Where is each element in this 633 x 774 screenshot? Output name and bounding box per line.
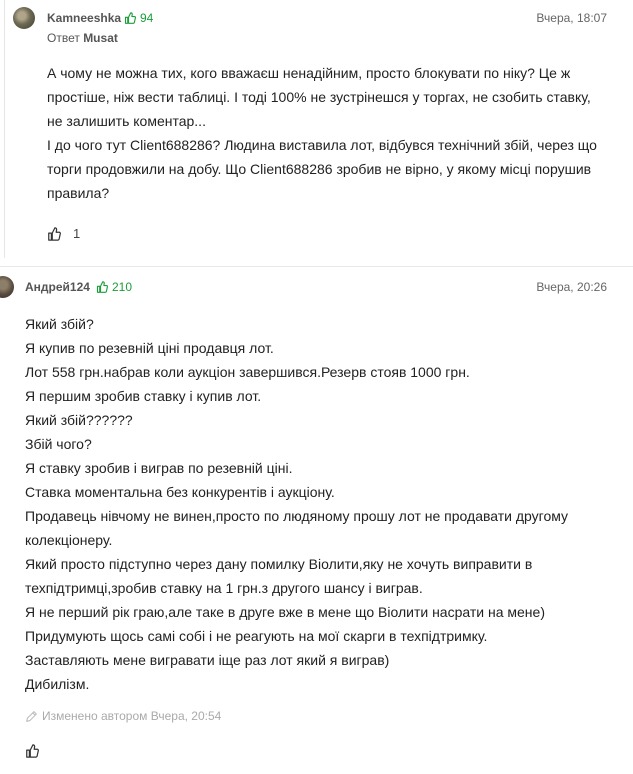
text-line: Я ставку зробив і виграв по резевній ціні. xyxy=(25,460,293,476)
text-line: техпідтримці,зробив ставку на 1 грн.з другого шансу і виграв. xyxy=(25,580,423,596)
avatar[interactable] xyxy=(0,276,14,298)
text-line: Збій чого? xyxy=(25,436,92,452)
text-line: А чому не можна тих, кого вважаєш ненадійним, просто блокувати по ніку? Це ж xyxy=(47,65,571,81)
comment-author[interactable]: Андрей124 xyxy=(25,280,90,294)
text-line: колекціонеру. xyxy=(25,532,113,548)
text-line: Дибилізм. xyxy=(25,676,90,692)
comment-author[interactable]: Kamneeshka xyxy=(47,11,122,25)
comment-2 xyxy=(0,266,633,774)
reply-to xyxy=(47,31,118,45)
reply-prefix: Ответ xyxy=(47,31,80,45)
text-line: Ставка моментальна без конкурентів і аукціону. xyxy=(25,484,335,500)
like-button[interactable] xyxy=(47,226,80,241)
rating-value: 94 xyxy=(140,11,154,25)
comment-time: Вчера, 20:26 xyxy=(536,280,607,294)
comment-text xyxy=(47,61,597,205)
avatar[interactable] xyxy=(13,7,35,29)
edited-text: Изменено автором Вчера, 20:54 xyxy=(42,709,222,723)
thumb-up-outline-icon[interactable] xyxy=(47,227,61,241)
text-line: Який просто підступно через дану помилку Віолити,яку не хочуть виправити в xyxy=(25,556,533,572)
text-line: Я купив по резевній ціні продавця лот. xyxy=(25,340,274,356)
pencil-icon xyxy=(25,710,38,723)
reply-to-author[interactable]: Musat xyxy=(83,31,118,45)
text-line: Лот 558 грн.набрав коли аукціон завершився.Резерв стояв 1000 грн. xyxy=(25,364,470,380)
thumb-up-outline-icon[interactable] xyxy=(25,744,39,758)
edited-note xyxy=(25,709,221,723)
text-line: не залишить коментар... xyxy=(47,113,206,129)
like-count: 1 xyxy=(73,226,81,241)
text-line: правила? xyxy=(47,185,110,201)
text-line: торги продовжили на добу. Що Client688286 зробив не вірно, у якому місці порушив xyxy=(47,161,592,177)
rating-value: 210 xyxy=(112,280,133,294)
comment-time: Вчера, 18:07 xyxy=(536,11,607,25)
text-line: Я першим зробив ставку і купив лот. xyxy=(25,388,262,404)
comment-text xyxy=(25,312,568,696)
text-line: Продавець нівчому не винен,просто по людяному прошу лот не продавати другому xyxy=(25,508,569,524)
thumb-up-icon xyxy=(124,12,136,24)
comment-1 xyxy=(4,0,633,258)
author-rating xyxy=(124,11,153,25)
text-line: Придумують щось самі собі і не реагують на мої скарги в техпідтримку. xyxy=(25,628,488,644)
author-rating xyxy=(96,280,132,294)
text-line: Який збій?????? xyxy=(25,412,133,428)
text-line: І до чого тут Client688286? Людина виставила лот, відбувся технічний збій, через що xyxy=(47,137,597,153)
like-button[interactable] xyxy=(25,744,39,758)
text-line: простіше, ніж вести таблиці. І тоді 100% не зустрінешся у торгах, не сзобить ставку, xyxy=(47,89,591,105)
text-line: Заставляють мене вигравати іще раз лот який я виграв) xyxy=(25,652,390,668)
text-line: Який збій? xyxy=(25,316,94,332)
text-line: Я не перший рік граю,але таке в друге вже в мене що Віолити насрати на мене) xyxy=(25,604,545,620)
thumb-up-icon xyxy=(96,281,108,293)
